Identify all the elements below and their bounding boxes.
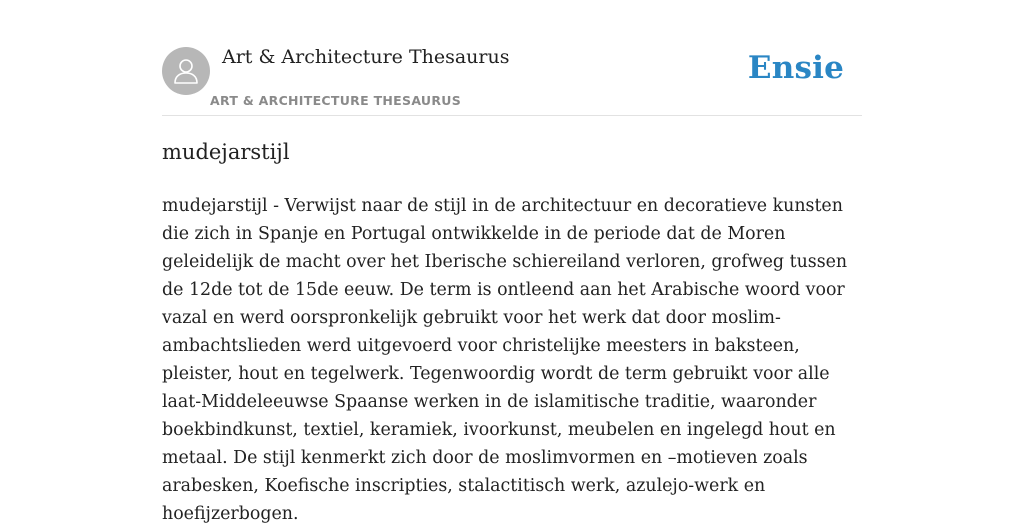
term-definition: mudejarstijl - Verwijst naar de stijl in de architectuur en decoratieve kunsten die zich in Spanje en Portugal ontwikkelde in de periode dat de Moren geleidelijk de macht over het Iberische schiereiland verloren, grofweg tussen de 12de tot de 15de eeuw. De term is ontleend aan het Arabische woord voor vazal en werd oorspronkelijk gebruikt voor het werk dat door moslim-ambachtslieden werd uitgevoerd voor christelijke meesters in baksteen, pleister, hout en tegelwerk. Tegenwoordig wordt de term gebruikt voor alle laat-Middeleeuwse Spaanse werken in de islamitische traditie, waaronder boekbindkunst, textiel, keramiek, ivoorkunst, meubelen en ingelegd hout en metaal. De stijl kenmerkt zich door de moslimvormen en –motieven zoals arabesken, Koefische inscripties, stalactitisch werk, azulejo-werk en hoefijzerbogen. xyxy=(162,196,848,524)
avatar[interactable] xyxy=(162,47,210,95)
source-header xyxy=(162,0,862,116)
page-container xyxy=(162,0,862,524)
user-icon xyxy=(173,57,199,85)
source-subtitle[interactable]: ART & ARCHITECTURE THESAURUS xyxy=(210,93,462,108)
source-title[interactable]: Art & Architecture Thesaurus xyxy=(222,46,510,68)
brand-logo[interactable]: Ensie xyxy=(747,50,844,86)
term-title: mudejarstijl xyxy=(162,140,290,164)
